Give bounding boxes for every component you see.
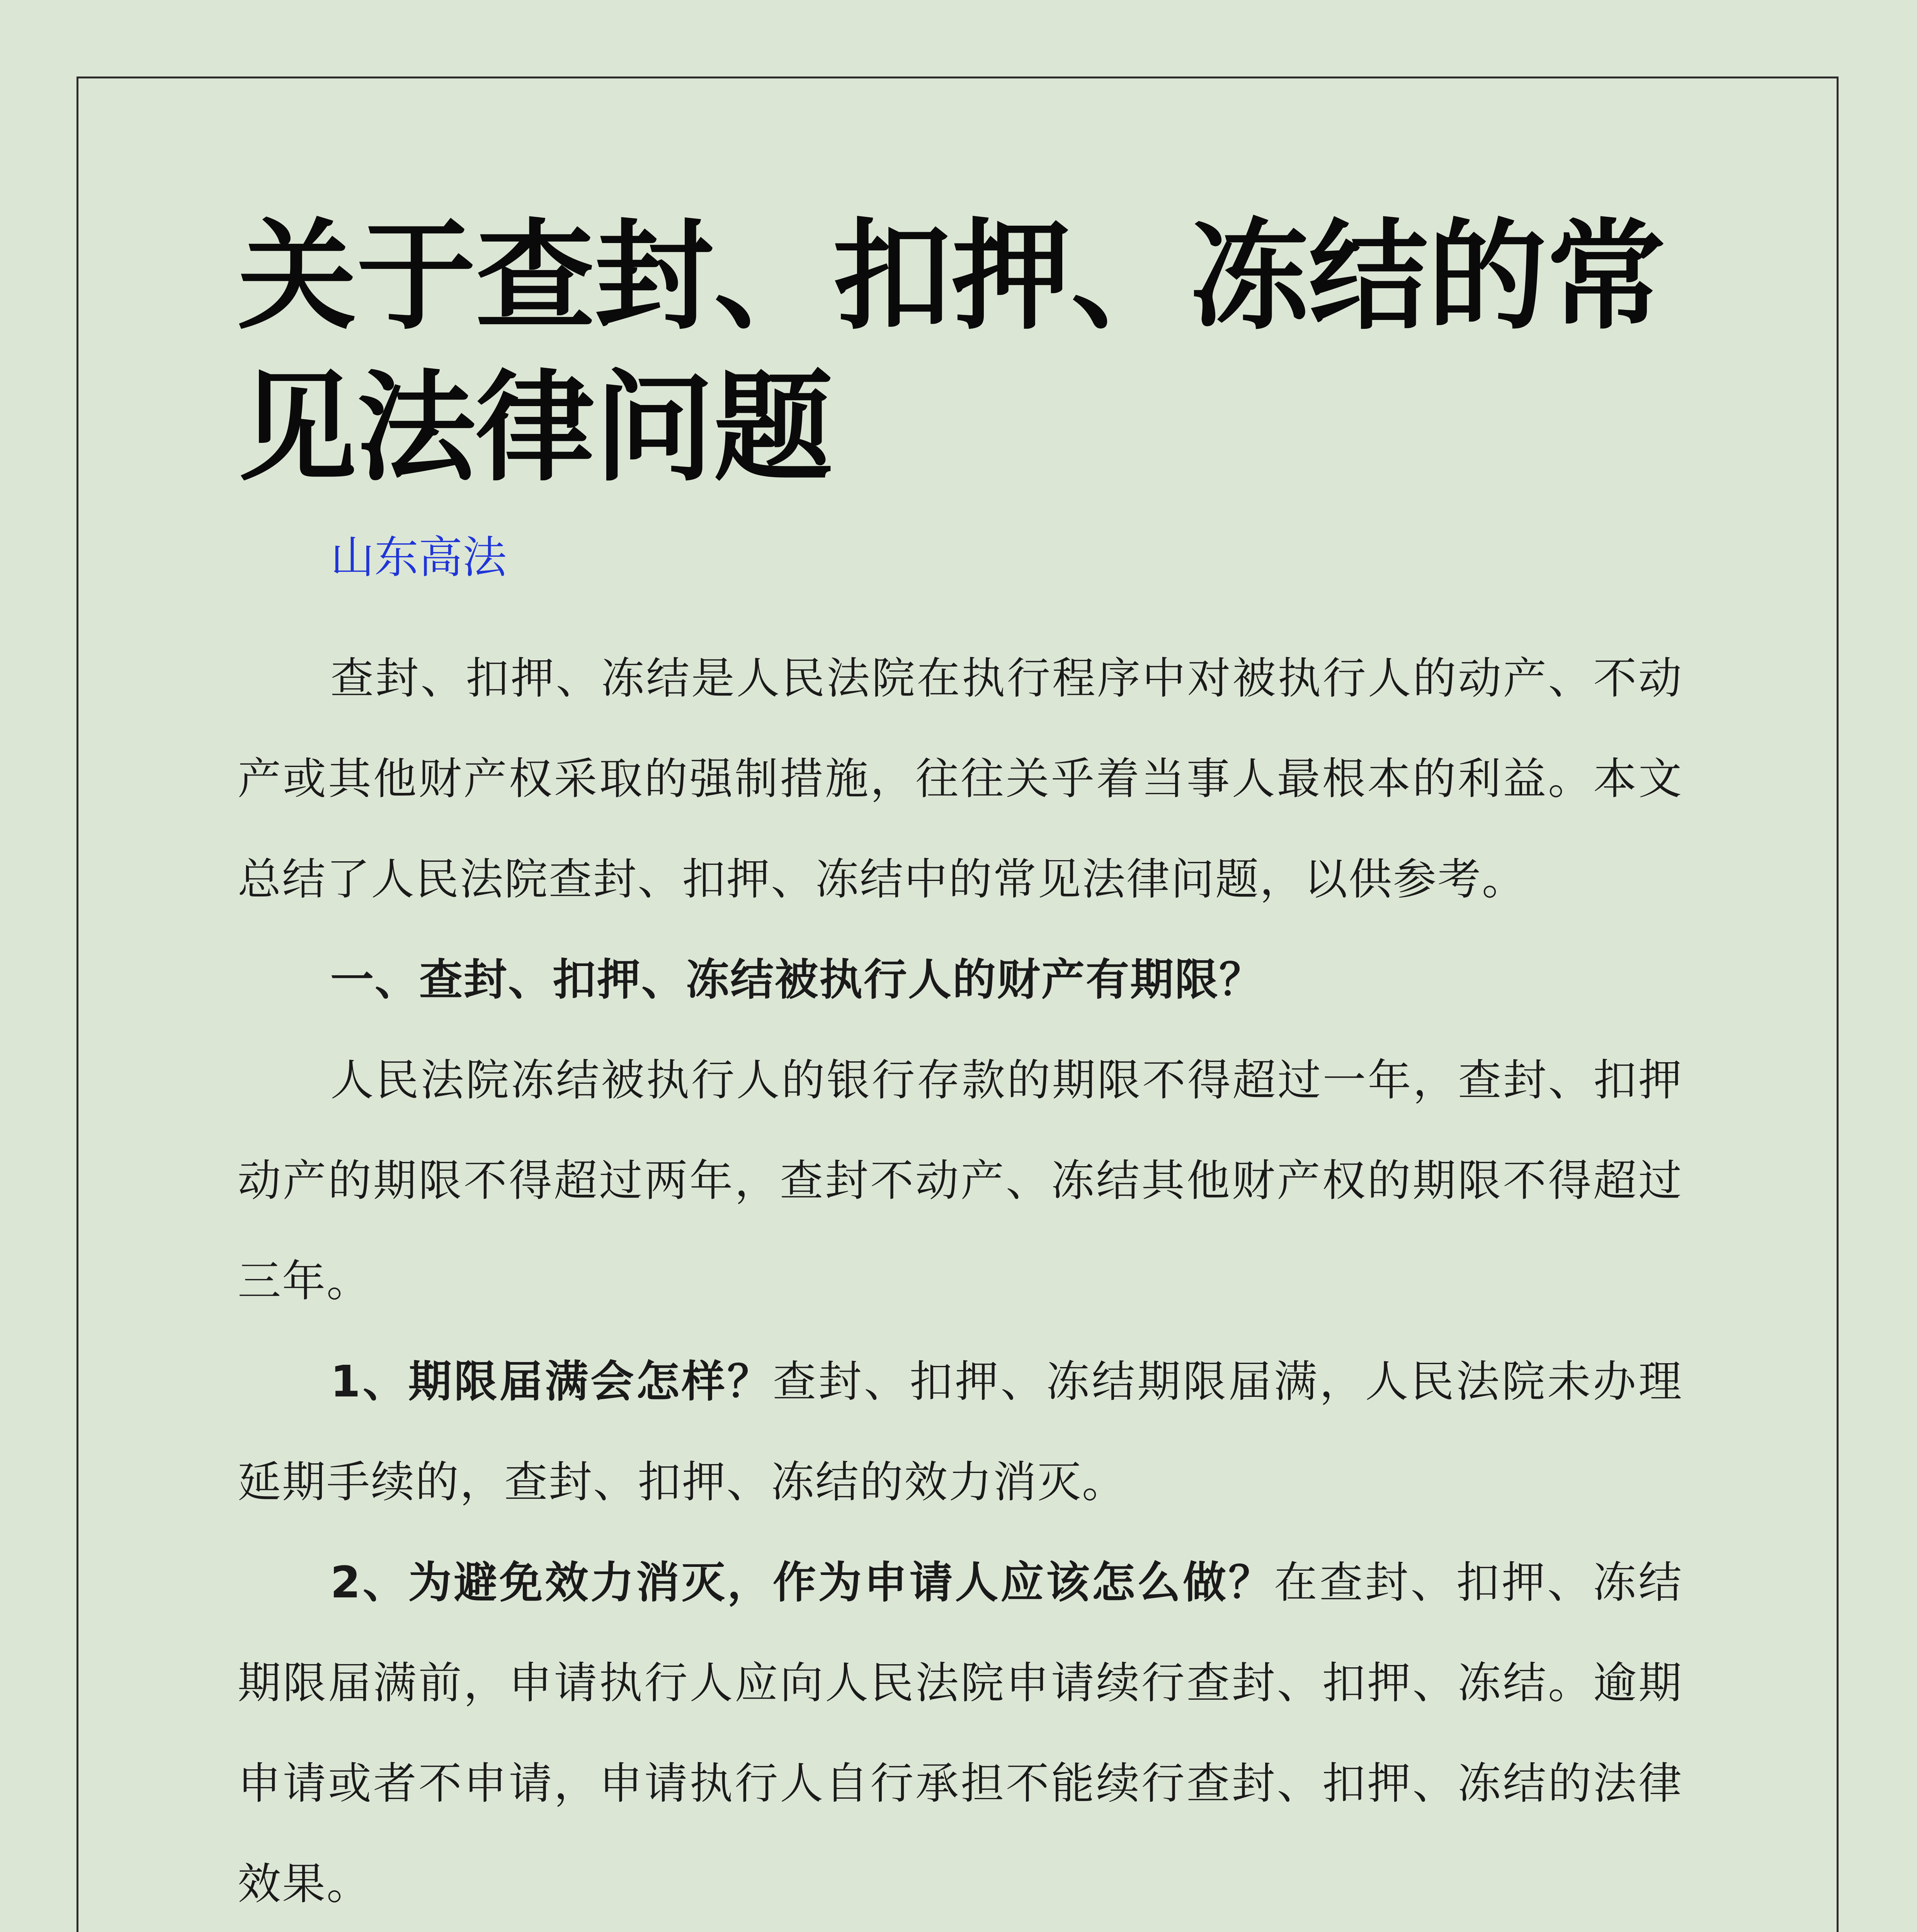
section-1-question-1: [238, 1332, 1683, 1532]
section-1-heading: 一、查封、扣押、冻结被执行人的财产有期限？: [330, 955, 1264, 1005]
document-body: [238, 201, 1683, 1932]
question-1-answer: 查封、扣押、冻结期限届满，人民法院未办理延期手续的，查封、扣押、冻结的效力消灭。: [238, 1357, 1683, 1507]
question-2-answer: 在查封、扣押、冻结期限届满前，申请执行人应向人民法院申请续行查封、扣押、冻结。逾期申请或者不申请，申请执行人自行承担不能续行查封、扣押、冻结的法律效果。: [238, 1558, 1683, 1909]
question-1-lead: 1、期限届满会怎样？: [330, 1357, 773, 1407]
document-title: 关于查封、扣押、冻结的常见法律问题: [238, 207, 1666, 497]
author-name: 山东高法: [330, 532, 507, 583]
question-2-lead: 2、为避免效力消灭，作为申请人应该怎么做？: [330, 1558, 1274, 1608]
section-1-body: 人民法院冻结被执行人的银行存款的期限不得超过一年，查封、扣押动产的期限不得超过两年，查封不动产、冻结其他财产权的期限不得超过三年。: [238, 1055, 1683, 1306]
intro-paragraph: 查封、扣押、冻结是人民法院在执行程序中对被执行人的动产、不动产或其他财产权采取的强制措施，往往关乎着当事人最根本的利益。本文总结了人民法院查封、扣押、冻结中的常见法律问题，以供参考。: [238, 653, 1683, 905]
section-1-question-2: [238, 1532, 1683, 1932]
